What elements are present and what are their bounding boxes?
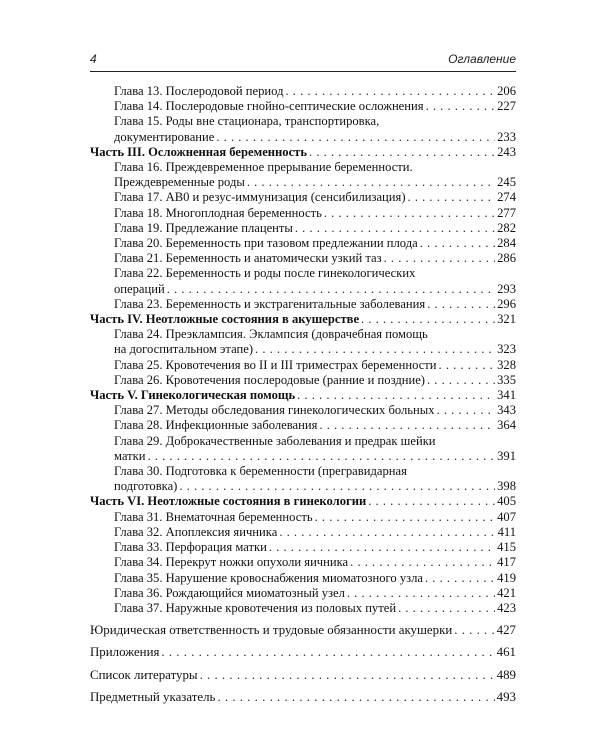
dot-leader: [368, 494, 495, 509]
toc-chapter-entry: [90, 601, 516, 616]
toc-entry-line: [114, 190, 516, 205]
toc-chapter-entry: [90, 236, 516, 251]
toc-chapter-entry: [90, 358, 516, 373]
toc-entry-title: Глава 35. Нарушение кровоснабжения миоматозного узла: [114, 570, 423, 585]
toc-entry-line: [114, 84, 516, 99]
toc-entry-title: Часть III. Осложненная беременность: [90, 144, 308, 159]
toc-entry-line: [114, 297, 516, 312]
toc-page-number: 321: [497, 312, 516, 327]
toc-page-number: 286: [497, 251, 516, 266]
toc-chapter-entry: [90, 373, 516, 388]
toc-chapter-entry: [90, 540, 516, 555]
toc-page-number: 427: [496, 623, 516, 638]
toc-page-number: 411: [497, 524, 516, 539]
toc-entry-title: Глава 18. Многоплодная беременность: [114, 205, 322, 220]
toc-entry-line: [114, 418, 516, 433]
toc-entry-line: [114, 282, 516, 297]
dot-leader: [315, 510, 496, 525]
toc-page-number: 243: [497, 144, 516, 159]
toc-entry-line: [114, 99, 516, 114]
toc-page-number: 341: [497, 388, 516, 403]
toc-entry-line: [114, 403, 516, 418]
dot-leader: [285, 84, 495, 99]
toc-chapter-entry: [90, 418, 516, 433]
toc-part-entry: [90, 494, 516, 509]
toc-entry-line: [114, 206, 516, 221]
table-of-contents: [90, 84, 516, 705]
toc-entry-line: [114, 175, 516, 190]
toc-page-number: 323: [497, 342, 516, 357]
dot-leader: [454, 623, 494, 638]
toc-entry-title: Глава 13. Послеродовой период: [114, 84, 284, 98]
toc-entry-title: Часть V. Гинекологическая помощь: [90, 388, 296, 403]
dot-leader: [319, 418, 495, 433]
toc-page-number: 405: [497, 494, 516, 509]
dot-leader: [425, 571, 495, 586]
toc-chapter-entry: [90, 297, 516, 312]
toc-entry-title: на догоспитальном этапе): [114, 342, 254, 357]
toc-entry-line: [114, 479, 516, 494]
dot-leader: [398, 601, 495, 616]
dot-leader: [216, 130, 495, 145]
toc-entry-title-line: Глава 15. Роды вне стационара, транспортировка,: [114, 114, 380, 129]
toc-page-number: 282: [497, 220, 516, 235]
toc-page-number: 419: [497, 570, 516, 585]
dot-leader: [361, 312, 495, 327]
toc-entry-title: Преждевременные роды: [114, 175, 245, 190]
toc-entry-line: [90, 623, 516, 638]
toc-entry-title: Глава 33. Перфорация матки: [114, 540, 267, 555]
dot-leader: [437, 403, 496, 418]
toc-entry-title: Глава 17. AB0 и резус-иммунизация (сенсибилизация): [114, 190, 406, 205]
dot-leader: [200, 668, 495, 683]
dot-leader: [255, 342, 495, 357]
toc-part-entry: [90, 145, 516, 160]
toc-entry-line: [114, 358, 516, 373]
toc-page-number: 335: [497, 372, 516, 387]
toc-entry-line: [90, 690, 516, 705]
toc-entry-title: Юридическая ответственность и трудовые обязанности акушерки: [90, 623, 453, 638]
toc-chapter-entry: [90, 206, 516, 221]
dot-leader: [350, 555, 495, 570]
toc-page-number: 284: [497, 236, 516, 251]
toc-entry-line: [114, 251, 516, 266]
toc-chapter-entry: [90, 510, 516, 525]
toc-entry-line: [90, 645, 516, 660]
toc-entry-title: Часть VI. Неотложные состояния в гинекологии: [90, 494, 367, 509]
toc-entry-line: [114, 449, 516, 464]
toc-chapter-entry: [90, 555, 516, 570]
toc-chapter-entry: [90, 586, 516, 601]
toc-entry-title-line: Глава 16. Преждевременное прерывание беременности.: [114, 160, 413, 175]
toc-entry-line: [114, 555, 516, 570]
dot-leader: [148, 449, 496, 464]
dot-leader: [427, 297, 495, 312]
dot-leader: [295, 221, 495, 236]
toc-page-number: 421: [497, 585, 516, 600]
toc-section-entry: [90, 623, 516, 638]
toc-page-number: 206: [497, 84, 516, 98]
toc-entry-line: [114, 510, 516, 525]
toc-chapter-entry: [90, 525, 516, 540]
toc-entry-line: [114, 373, 516, 388]
toc-page-number: 407: [497, 509, 516, 524]
toc-page-number: 423: [497, 600, 516, 615]
dot-leader: [420, 236, 495, 251]
toc-page-number: 461: [496, 645, 516, 660]
toc-chapter-entry: [90, 84, 516, 99]
toc-part-entry: [90, 388, 516, 403]
toc-entry-title: Глава 27. Методы обследования гинекологических больных: [114, 403, 435, 418]
running-header: [90, 52, 516, 68]
toc-entry-line: [90, 145, 516, 160]
toc-entry-title: Глава 14. Послеродовые гнойно-септические осложнения: [114, 99, 424, 114]
toc-chapter-entry: [90, 327, 516, 357]
dot-leader: [427, 373, 495, 388]
toc-entry-line: [114, 601, 516, 616]
toc-entry-line: [114, 221, 516, 236]
toc-page-number: 296: [497, 296, 516, 311]
toc-entry-title: Приложения: [90, 645, 160, 660]
toc-page-number: 227: [497, 99, 516, 114]
dot-leader: [269, 540, 495, 555]
toc-section-entry: [90, 668, 516, 683]
toc-entry-line: [114, 571, 516, 586]
toc-entry-line: [90, 312, 516, 327]
toc-entry-line: [114, 130, 516, 145]
toc-page-number: 391: [497, 448, 516, 463]
running-title: Оглавление: [448, 52, 516, 66]
dot-leader: [324, 206, 495, 221]
dot-leader: [426, 99, 496, 114]
toc-entry-line: [114, 586, 516, 601]
dot-leader: [247, 175, 495, 190]
toc-page-number: 364: [497, 418, 516, 433]
toc-entry-title: Глава 34. Перекрут ножки опухоли яичника: [114, 555, 349, 570]
toc-entry-title: Глава 19. Предлежание плаценты: [114, 220, 293, 235]
toc-entry-line: [114, 540, 516, 555]
toc-entry-title: операций: [114, 281, 165, 296]
toc-entry-title: Глава 31. Внематочная беременность: [114, 509, 313, 524]
dot-leader: [309, 145, 495, 160]
toc-entry-title: Глава 25. Кровотечения во II и III триместрах беременности: [114, 357, 437, 372]
toc-chapter-entry: [90, 114, 516, 144]
toc-entry-title: Глава 28. Инфекционные заболевания: [114, 418, 318, 433]
toc-entry-title: подготовка): [114, 479, 178, 494]
toc-section-entry: [90, 690, 516, 705]
toc-page-number: 274: [497, 190, 516, 205]
toc-entry-title-line: Глава 29. Доброкачественные заболевания и предрак шейки: [114, 433, 436, 448]
toc-page-number: 293: [497, 281, 516, 296]
toc-chapter-entry: [90, 571, 516, 586]
toc-entry-line: [114, 525, 516, 540]
dot-leader: [439, 358, 496, 373]
toc-chapter-entry: [90, 251, 516, 266]
toc-page-number: 493: [496, 689, 516, 704]
toc-chapter-entry: [90, 221, 516, 236]
toc-entry-title: документирование: [114, 129, 215, 144]
toc-entry-title: Часть IV. Неотложные состояния в акушерстве: [90, 312, 360, 327]
toc-page-number: 277: [497, 205, 516, 220]
toc-entry-title: Глава 26. Кровотечения послеродовые (ранние и поздние): [114, 372, 425, 387]
toc-chapter-entry: [90, 434, 516, 464]
toc-chapter-entry: [90, 464, 516, 494]
toc-entry-title: Предметный указатель: [90, 689, 216, 704]
header-rule: [90, 71, 516, 72]
toc-entry-title: матки: [114, 448, 146, 463]
toc-page-number: 233: [497, 129, 516, 144]
toc-part-entry: [90, 312, 516, 327]
toc-chapter-entry: [90, 266, 516, 296]
toc-page-number: 245: [497, 175, 516, 190]
toc-chapter-entry: [90, 160, 516, 190]
toc-entry-title-line: Глава 22. Беременность и роды после гинекологических: [114, 266, 416, 281]
toc-entry-line: [114, 342, 516, 357]
toc-chapter-entry: [90, 403, 516, 418]
toc-entry-title: Глава 23. Беременность и экстрагенитальные заболевания: [114, 296, 426, 311]
toc-page-number: 417: [497, 555, 516, 570]
toc-entry-line: [90, 388, 516, 403]
toc-entry-title: Список литературы: [90, 667, 198, 682]
dot-leader: [408, 190, 496, 205]
toc-entry-title: Глава 37. Наружные кровотечения из половых путей: [114, 600, 397, 615]
toc-chapter-entry: [90, 190, 516, 205]
toc-entry-line: [114, 236, 516, 251]
toc-entry-title: Глава 36. Рождающийся миоматозный узел: [114, 585, 345, 600]
toc-page-number: 328: [497, 357, 516, 372]
toc-page-number: 489: [496, 667, 516, 682]
dot-leader: [217, 690, 494, 705]
dot-leader: [347, 586, 495, 601]
toc-entry-title-line: Глава 30. Подготовка к беременности (прегравидарная: [114, 464, 407, 479]
dot-leader: [167, 282, 495, 297]
toc-section-entry: [90, 645, 516, 660]
toc-entry-title-line: Глава 24. Преэклампсия. Эклампсия (доврачебная помощь: [114, 327, 428, 342]
dot-leader: [279, 525, 495, 540]
toc-entry-title: Глава 21. Беременность и анатомически узкий таз: [114, 251, 382, 266]
toc-entry-title: Глава 32. Апоплексия яичника: [114, 524, 278, 539]
toc-page-number: 415: [497, 540, 516, 555]
toc-page-number: 343: [497, 403, 516, 418]
dot-leader: [297, 388, 495, 403]
toc-entry-title: Глава 20. Беременность при тазовом предлежании плода: [114, 236, 418, 251]
dot-leader: [161, 645, 494, 660]
toc-chapter-entry: [90, 99, 516, 114]
dot-leader: [179, 479, 495, 494]
dot-leader: [384, 251, 495, 266]
toc-page-number: 398: [497, 479, 516, 494]
toc-entry-line: [90, 668, 516, 683]
toc-entry-line: [90, 494, 516, 509]
page-number: 4: [90, 52, 97, 66]
